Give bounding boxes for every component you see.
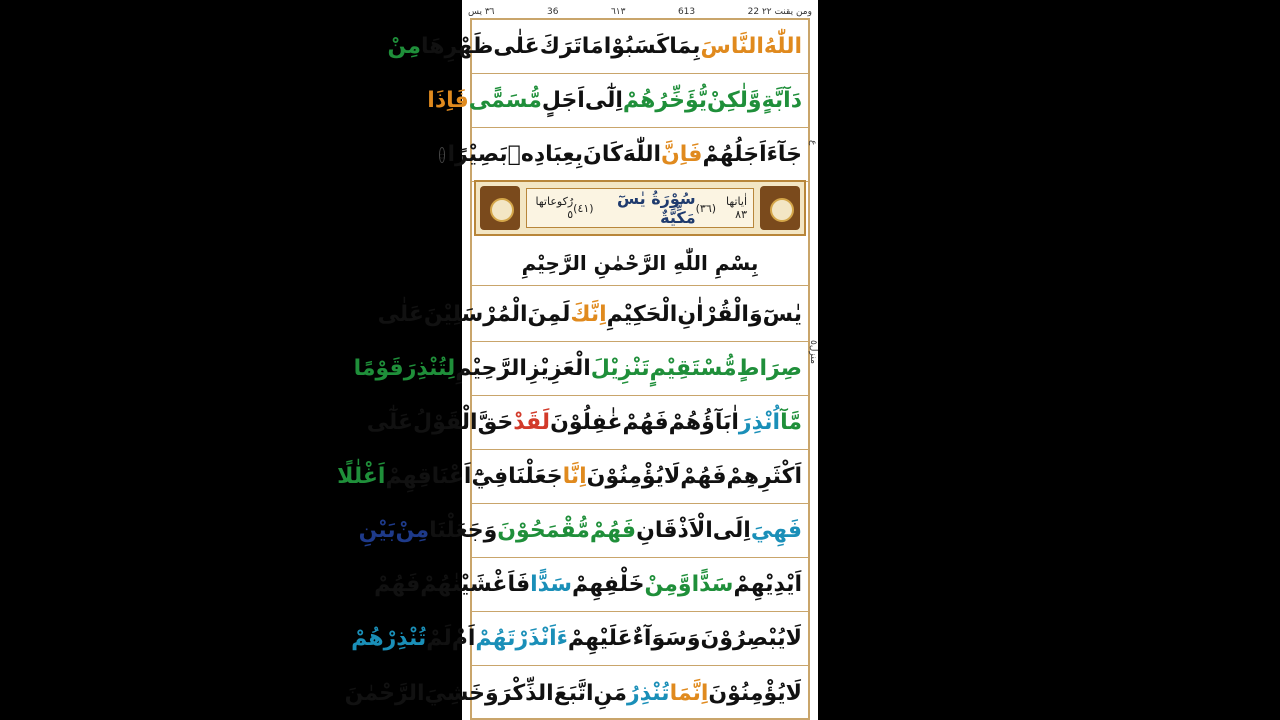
- header-page-number: 613: [677, 7, 696, 17]
- word: فَاِنَّ: [661, 142, 703, 167]
- banner-inner: [526, 188, 754, 228]
- word: يُّؤَخِّرُهُمْ: [622, 88, 708, 113]
- word: مِنْ: [395, 518, 430, 543]
- word: قَوْمًا: [353, 356, 404, 381]
- header-right-text: 22 ومن يقنت ٢٢: [747, 7, 812, 17]
- word: الذِّكْرَ: [498, 680, 554, 706]
- word: الرَّحِيْمِ: [455, 356, 527, 381]
- ayah-count-label: اٰياتها ٨٣: [726, 195, 747, 221]
- word: الْعَزِيْزِ: [526, 356, 591, 381]
- word: فَاِذَا: [427, 88, 469, 113]
- word: صِرَاطٍ: [736, 356, 802, 381]
- verse-line: [337, 450, 808, 504]
- word: بِعِبَادِهٖ: [507, 142, 584, 167]
- ornament-right-icon: [760, 186, 800, 230]
- word: يُبْصِرُوْنَ: [700, 626, 786, 651]
- header-center-arabic: ٦١٣: [610, 7, 626, 17]
- word: الْحَكِيْمِ: [606, 302, 678, 327]
- word: تُنْذِرُ: [626, 680, 670, 706]
- word: لَا: [785, 680, 802, 706]
- header-left-num: 36: [547, 7, 559, 17]
- word: فَاَغْشَيْنٰهُمْ: [420, 572, 531, 597]
- revelation-order: (٤١): [573, 201, 594, 215]
- word: عَلٰى: [493, 34, 540, 59]
- word: دَآبَّةٍ: [761, 88, 802, 113]
- word: اَمْ: [451, 626, 476, 651]
- header-left-text: ٣٦ يس: [468, 7, 495, 17]
- word: لَمْ: [426, 626, 452, 651]
- word: جَعَلْنَا: [508, 464, 563, 489]
- word: جَآءَ: [766, 142, 802, 167]
- word: فَهُمْ: [622, 410, 669, 435]
- verse-line: [351, 612, 808, 666]
- word: يُؤْمِنُوْنَ: [708, 680, 786, 706]
- word: عَلَيْهِمْ: [567, 626, 633, 651]
- word: الرَّحْمٰنَ: [344, 680, 425, 706]
- word: اَكْثَرِهِمْ: [726, 464, 802, 489]
- surah-number: (٣٦): [695, 201, 717, 215]
- verse-line: [344, 666, 808, 720]
- word: ءَاَنْذَرْتَهُمْ: [475, 626, 568, 651]
- word: اَعْنَاقِهِمْ: [385, 464, 472, 489]
- bismillah: بِسْمِ اللّٰهِ الرَّحْمٰنِ الرَّحِيْمِ: [472, 240, 808, 286]
- word: مَّآ: [780, 410, 802, 435]
- word: فَهُمْ: [680, 464, 727, 489]
- word: اِنَّا: [562, 464, 587, 489]
- ruku-count-label: رُكوعاتها ٥: [535, 195, 574, 221]
- word: اِلَى: [712, 518, 751, 543]
- word: بَيْنِ: [358, 518, 396, 543]
- word: فَهِيَ: [750, 518, 802, 543]
- word: مَنِ: [593, 680, 627, 706]
- word: غٰفِلُوْنَ: [550, 410, 623, 435]
- word: اللّٰهُ: [763, 34, 802, 59]
- margin-ruku-note: ع: [808, 140, 818, 146]
- word: يُؤْمِنُوْنَ: [586, 464, 664, 489]
- verse-line: [377, 288, 808, 342]
- ornament-left-icon: [480, 186, 520, 230]
- word: لَقَدْ: [513, 410, 551, 435]
- margin-manzil-note: منزل٥: [808, 340, 818, 364]
- word: الْاَذْقَانِ: [636, 518, 713, 543]
- word: كَانَ: [583, 142, 623, 167]
- word: بِمَا: [669, 34, 701, 59]
- word: الْمُرْسَلِيْنَ: [423, 302, 528, 327]
- word: تَنْزِيْلَ: [590, 356, 650, 381]
- word: سَدًّا: [530, 572, 573, 597]
- verse-line: [358, 504, 808, 558]
- word: اَجَلٍ: [541, 88, 585, 113]
- word: مُّسَمًّى: [468, 88, 542, 113]
- word: عَلٰى: [377, 302, 424, 327]
- word: يٰسٓ: [762, 302, 802, 327]
- word: اَجَلُهُمْ: [702, 142, 767, 167]
- word: تُنْذِرْهُمْ: [351, 626, 427, 651]
- verse-line: [387, 20, 808, 74]
- word: اللّٰهَ: [622, 142, 662, 167]
- verse-line: [353, 342, 808, 396]
- word: الْقَوْلُ: [413, 410, 478, 435]
- word: لَا: [663, 464, 681, 489]
- word: سَدًّا: [691, 572, 734, 597]
- word: مَا: [581, 34, 604, 59]
- surah-header-banner: [474, 180, 806, 236]
- word: بَصِيْرًا: [447, 142, 508, 167]
- word: اِنَّمَا: [669, 680, 709, 706]
- word: اِنَّكَ: [570, 302, 607, 327]
- word: اَغْلٰلًا: [337, 464, 386, 489]
- word: مِنْ: [387, 34, 421, 59]
- word: فَهُمْ: [374, 572, 421, 597]
- word: ظَهْرِهَا: [420, 34, 494, 59]
- word: وَّمِنْ: [644, 572, 692, 597]
- word: اُنْذِرَ: [738, 410, 781, 435]
- word: فَهُمْ: [589, 518, 637, 543]
- word: مُّسْتَقِيْمٍ: [649, 356, 737, 381]
- word: اٰبَآؤُهُمْ: [668, 410, 739, 435]
- verse-line: [439, 128, 808, 182]
- word: وَالْقُرْاٰنِ: [677, 302, 763, 327]
- verse-line: [427, 74, 808, 128]
- word: وَّلٰكِنْ: [707, 88, 762, 113]
- word: اَيْدِيْهِمْ: [733, 572, 802, 597]
- word: لَمِنَ: [527, 302, 571, 327]
- mushaf-page: [337, 0, 818, 720]
- word: وَخَشِيَ: [424, 680, 499, 706]
- word: كَسَبُوْا: [603, 34, 670, 59]
- ayah-end-marker-icon: ۝: [439, 147, 446, 163]
- word: تَرَكَ: [539, 34, 582, 59]
- word: مُّقْمَحُوْنَ: [497, 518, 590, 543]
- word: لِتُنْذِرَ: [403, 356, 456, 381]
- word: خَلْفِهِمْ: [572, 572, 645, 597]
- surah-title: سُوْرَةُ يٰسٓ مَكِّيَّةٌ: [617, 189, 696, 227]
- word: اِلٰٓى: [584, 88, 623, 113]
- word: عَلٰٓى: [366, 410, 414, 435]
- word: وَجَعَلْنَا: [429, 518, 498, 543]
- word: النَّاسَ: [700, 34, 764, 59]
- verse-line: [366, 396, 808, 450]
- word: لَا: [785, 626, 802, 651]
- word: اتَّبَعَ: [553, 680, 594, 706]
- word: فِيْٓ: [471, 464, 509, 489]
- verse-line: [374, 558, 808, 612]
- word: حَقَّ: [477, 410, 514, 435]
- word: وَسَوَآءٌ: [632, 626, 701, 651]
